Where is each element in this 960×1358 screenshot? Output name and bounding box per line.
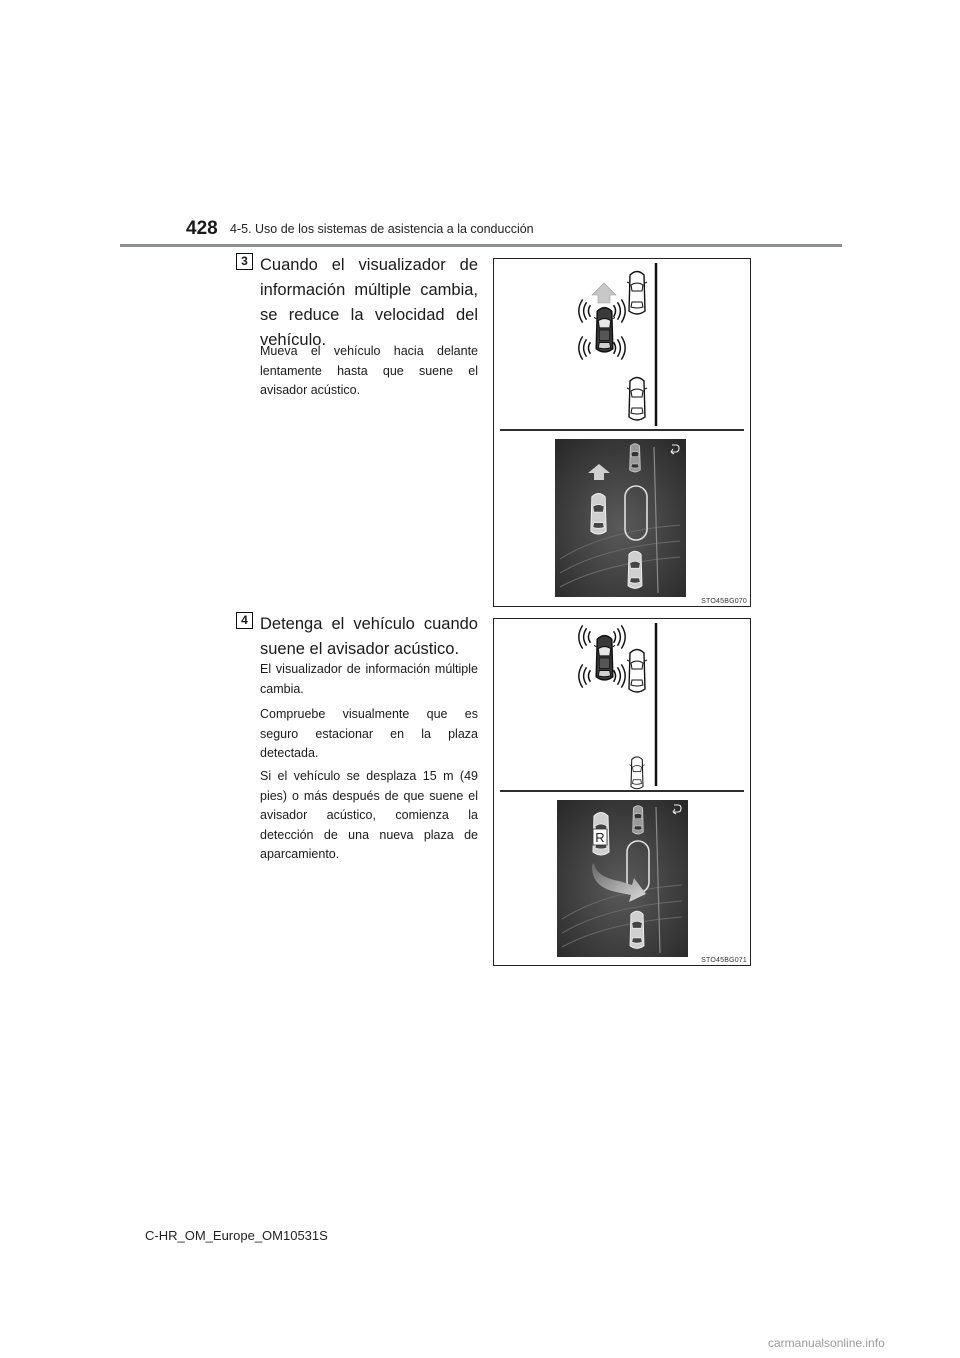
watermark: carmanualsonline.info <box>768 1336 885 1350</box>
section-title: 4-5. Uso de los sistemas de asistencia a la conducción <box>230 222 534 236</box>
figure-code: STO45BG070 <box>701 598 747 605</box>
own-vehicle-icon <box>594 636 615 680</box>
figure-step-4 <box>493 618 751 966</box>
step-badge-4: 4 <box>236 612 253 629</box>
forward-arrow-icon <box>592 283 616 303</box>
step-3-paragraph: Mueva el vehículo hacia delante lentamente hasta que suene el avisador acústico. <box>260 344 478 397</box>
step-4-paragraph: Compruebe visualmente que es seguro estacionar en la plaza detectada. <box>260 707 478 760</box>
figure-code: STO45BG071 <box>701 957 747 964</box>
screen-car-icon <box>628 551 642 588</box>
multi-information-display <box>555 439 686 597</box>
document-code: C-HR_OM_Europe_OM10531S <box>145 1228 328 1243</box>
figure-step-3 <box>493 258 751 607</box>
screen-car-icon <box>630 911 644 948</box>
screen-car-icon <box>630 444 641 472</box>
step-4-paragraph: El visualizador de información múltiple cambia. <box>260 662 478 696</box>
screen-own-vehicle-icon <box>591 493 606 534</box>
parked-car-icon <box>627 650 647 693</box>
step-heading-4: Detenga el vehículo cuando suene el avisador acústico. <box>260 615 478 658</box>
page-number: 428 <box>186 218 218 239</box>
parked-car-icon <box>630 757 645 789</box>
step-heading-3: Cuando el visualizador de información múltiple cambia, se reduce la velocidad del vehículo. <box>260 256 478 349</box>
multi-information-display <box>557 800 688 957</box>
step-4-paragraph: Si el vehículo se desplaza 15 m (49 pies) o más después de que suene el avisador acústico, comienza la detección de una nueva plaza de aparcamiento. <box>260 769 478 861</box>
screen-car-icon <box>633 806 644 834</box>
reverse-letter: R <box>595 830 605 845</box>
header-rule <box>120 244 842 247</box>
parked-car-icon <box>627 378 647 421</box>
parked-car-icon <box>627 272 647 315</box>
own-vehicle-icon <box>594 308 615 352</box>
step-badge-3: 3 <box>236 253 253 270</box>
